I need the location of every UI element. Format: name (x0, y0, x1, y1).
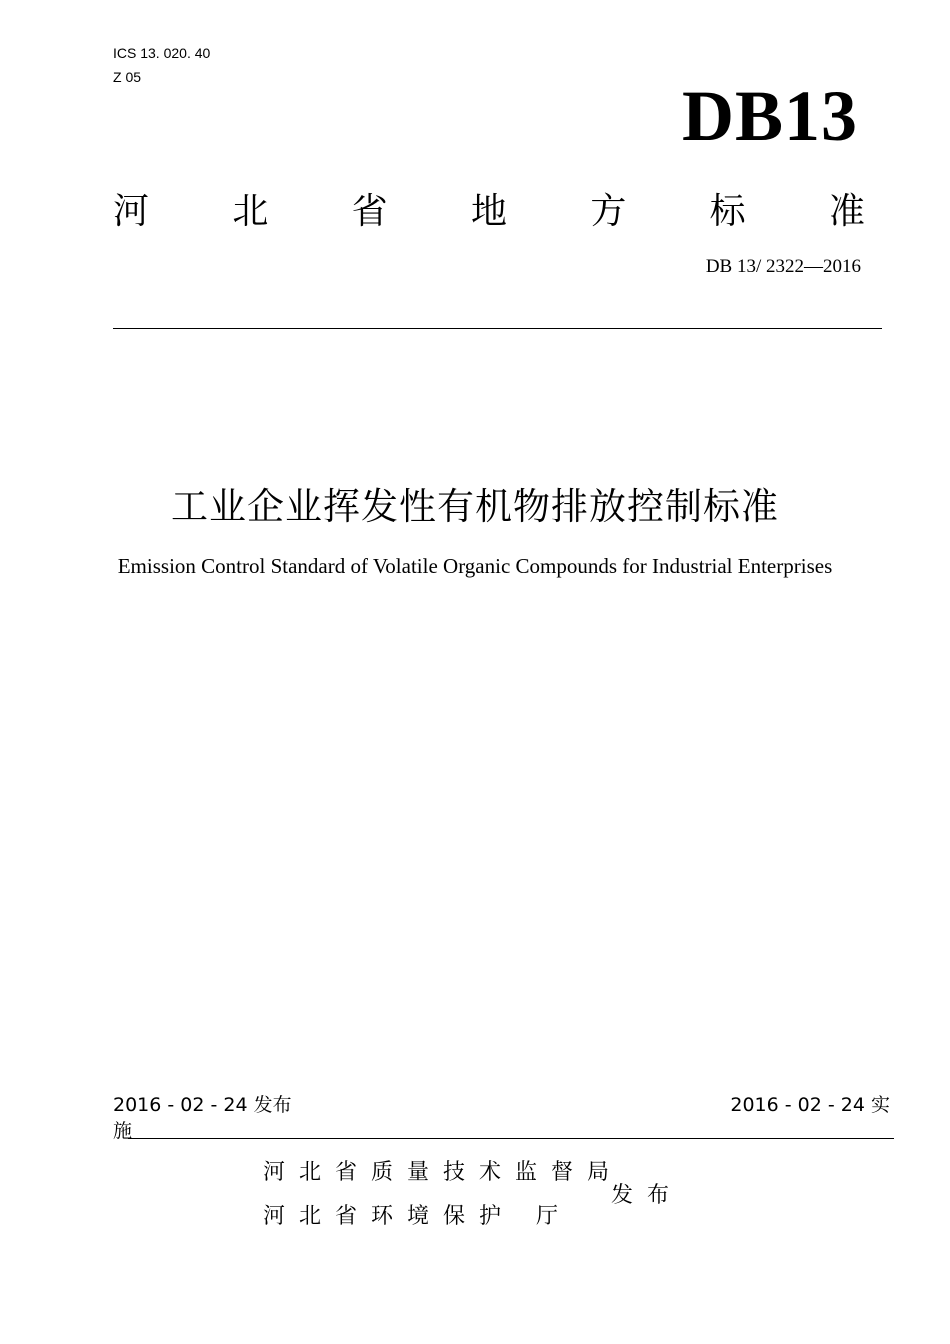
provincial-title-char: 北 (232, 191, 269, 232)
issuing-organization: 河北省质量技术监督局 (263, 1160, 624, 1185)
ics-code: ICS 13. 020. 40 (113, 45, 211, 61)
implementation-date: 2016 - 02 - 24 实 (730, 1094, 890, 1116)
publish-label: 发布 (611, 1183, 684, 1208)
implementation-date-tail: 施 (113, 1120, 133, 1142)
provincial-standard-title (113, 183, 865, 234)
footer-divider (128, 1138, 894, 1139)
provincial-title-char: 准 (828, 191, 865, 232)
provincial-title-char: 省 (351, 191, 388, 232)
standard-number: DB 13/ 2322—2016 (705, 256, 861, 277)
provincial-title-char: 地 (470, 191, 507, 232)
db13-logo: DB13 (681, 76, 858, 156)
provincial-title-char: 河 (113, 191, 150, 232)
document-title-chinese: 工业企业挥发性有机物排放控制标准 (171, 485, 779, 528)
provincial-title-char: 方 (590, 191, 627, 232)
issuing-organization: 河北省环境保护 厅 (263, 1204, 572, 1229)
document-title-english: Emission Control Standard of Volatile Organic Compounds for Industrial Enterprises (117, 554, 833, 578)
ccs-code: Z 05 (113, 69, 142, 85)
provincial-title-char: 标 (709, 191, 746, 232)
header-divider (113, 328, 882, 329)
issue-date: 2016 - 02 - 24 发布 (113, 1094, 292, 1116)
